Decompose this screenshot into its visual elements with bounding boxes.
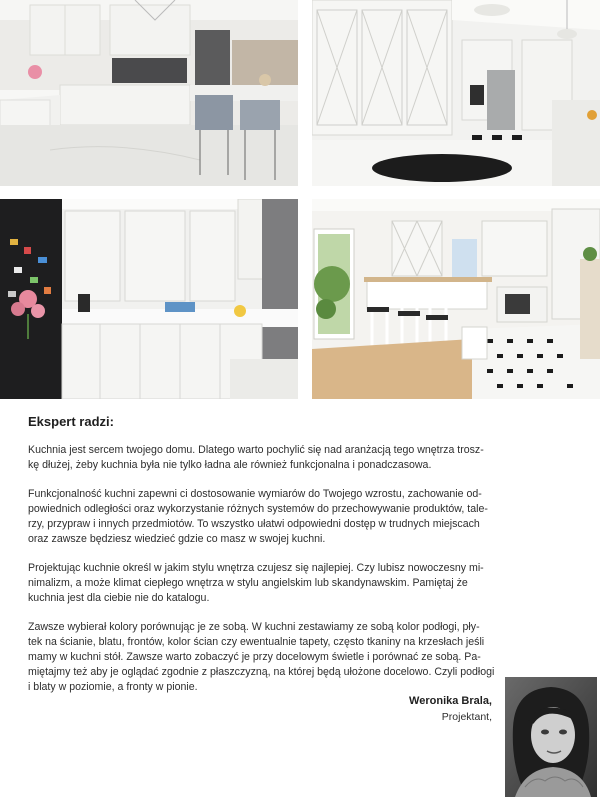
author-portrait (505, 677, 597, 797)
author-name: Weronika Brala, (409, 695, 492, 707)
kitchen-photo-2-image (312, 0, 600, 186)
author-role: Projektant, (441, 711, 492, 723)
kitchen-photo-1 (0, 0, 298, 186)
article-paragraph-2: Funkcjonalność kuchni zapewni ci dostosowanie wymiarów do Twojego wzrostu, zachowanie od- powiednich odległości oraz wykorzystanie różnych systemów do przechowywanie produktów, tale- rzy, przypraw i innych przedmiotów. To wszystko ułatwi odpowiedni dostęp w trudnych miejscach oraz zawsze będziesz wiedzieć gdzie co masz w swojej kuchni. (28, 488, 488, 545)
article-paragraph-1: Kuchnia jest sercem twojego domu. Dlatego warto pochylić się nad aranżacją tego wnętrza trosz- kę dłużej, żeby kuchnia była nie tylko ładna ale również funkcjonalna i ponadczasowa. (28, 444, 484, 471)
article-paragraph-4: Zawsze wybierał kolory porównując je ze sobą. W kuchni zestawiamy ze sobą kolor podłogi, pły- tek na ścianie, blatu, frontów, kolor ścian czy ewentualnie tapety, często tkaniny na krzesłach jeśli mamy w kuchni stół. Zawsze warto zobaczyć je przy docelowym świetle i porównać ze sobą. Pa- miętajmy też aby je oglądać zgodnie z płaszczyzną, na której będą ułożone docelowo. Czyli podłogi i blaty w poziomie, a fronty w pionie. (28, 621, 495, 693)
author-signature (330, 695, 492, 723)
author-portrait-image (505, 677, 597, 797)
expert-advice-article (28, 414, 594, 709)
kitchen-photo-4 (312, 199, 600, 399)
kitchen-photo-3 (0, 199, 298, 399)
article-heading: Ekspert radzi: (28, 414, 114, 429)
article-paragraph-3: Projektując kuchnie określ w jakim stylu wnętrza czujesz się najlepiej. Czy lubisz nowoczesny mi- nimalizm, a może klimat ciepłego wnętrza w stylu angielskim lub skandynawskim. Pamiętaj że kuchnia jest dla ciebie nie do katalogu. (28, 562, 484, 604)
kitchen-photo-4-image (312, 199, 600, 399)
kitchen-photo-2 (312, 0, 600, 186)
kitchen-photo-3-image (0, 199, 298, 399)
kitchen-photo-1-image (0, 0, 298, 186)
